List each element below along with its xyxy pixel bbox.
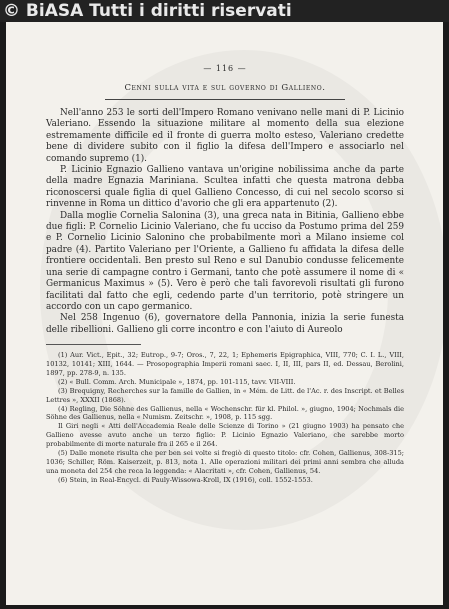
footnote: Il Giri negli « Atti dell'Accademia Reale delle Scienze di Torino » (21 giugno 1903) ha pensato che Gallieno avesse avuto anche un terzo figlio: P. Licinio Egnazio Valeriano, che sarebbe morto probabilmente di morte naturale fra il 265 e il 264. (46, 422, 404, 449)
footnote: (5) Dalle monete risulta che per ben sei volte si fregiò di questo titolo: cfr. Cohen, Gallienus, 308-315; 1036; Schiller, Röm. Kaiserzeit, p. 813, nota 1. Alle operazioni militari dei primi anni sembra che alluda una moneta del 254 che reca la leggenda: « Alacritati », cfr. Cohen, Gallienus, 54. (46, 449, 404, 475)
page-number: — 116 — (203, 64, 247, 73)
footnote: (1) Aur. Vict., Epit., 32; Eutrop., 9-7; Oros., 7, 22, 1; Ephemeris Epigraphica, VIII, 770; C. I. L., VIII, 10132, 10141; XIII, 1644. — Prosopographia Imperii romani saec. I, II, III, pars II, ed. Dessau, Berolini, 1897, pp. 278-9, n. 135. (46, 351, 404, 377)
footnote-rule (46, 344, 141, 345)
heading-rule (105, 99, 345, 100)
footnote: (4) Regling, Die Söhne des Gallienus, nella « Wochenschr. für kl. Philol. », giugno, 1904; Nochmals die Söhne des Gallienus, nella « Numism. Zeitschr. », 1908, p. 115 sgg. (46, 404, 404, 422)
body-paragraph: Nell'anno 253 le sorti dell'Impero Romano venivano nelle mani di P. Licinio Valeriano. Essendo la situazione militare al momento della sua elezione estremamente difficile ed il fronte di guerra molto esteso, Valeriano credette bene di dividere subito con il figlio la difesa dell'Impero e associarlo nel comando supremo (1). (46, 108, 404, 164)
footnote: (6) Stein, in Real-Encycl. di Pauly-Wissowa-Kroll, IX (1916), coll. 1552-1553. (58, 475, 313, 484)
document-page (6, 22, 443, 605)
page-content (46, 64, 404, 485)
body-paragraph: P. Licinio Egnazio Gallieno vantava un'origine nobilissima anche da parte della madre Egnazia Mariniana. Scultea infatti che questa matrona debba riconoscersi quale figlia di quel Gallieno Concesso, di cui nel secolo scorso si rinvenne in Roma un dittico d'avorio che gli era appartenuto (2). (46, 165, 404, 210)
body-paragraph: Dalla moglie Cornelia Salonina (3), una greca nata in Bitinia, Gallieno ebbe due figli: P. Cornelio Licinio Valeriano, che fu ucciso da Postumo prima del 259 e P. Cornelio Licinio Salonino che probabilmente morì a Milano insieme col padre (4). Partito Valeriano per l'Oriente, a Gallieno fu affidata la difesa delle frontiere occidentali. Ben presto sul Reno e sul Danubio condusse felicemente una serie di campagne contro i Germani, tanto che potè assumere il nome di « Germanicus Maximus » (5). Vero è però che tali favorevoli risultati gli furono facilitati dal fatto che egli, cedendo parte d'un territorio, potè stringere un accordo con un capo germanico. (46, 210, 404, 312)
body-paragraph: Nel 258 Ingenuo (6), governatore della Pannonia, inizia la serie funesta delle ribellioni. Gallieno gli corre incontro e con l'aiuto di Aureolo (46, 313, 404, 335)
section-heading: Cenni sulla vita e sul governo di Gallieno. (124, 83, 326, 93)
copyright-banner: © BiASA Tutti i diritti riservati (0, 0, 449, 22)
footnote: (3) Brequigny, Recherches sur la famille de Gallien, in « Mém. de Litt. de l'Ac. r. des Inscript. et Belles Lettres », XXXII (1868). (46, 386, 404, 404)
footnote: (2) « Bull. Comm. Arch. Municipale », 1874, pp. 101-115, tavv. VII-VIII. (58, 377, 296, 386)
